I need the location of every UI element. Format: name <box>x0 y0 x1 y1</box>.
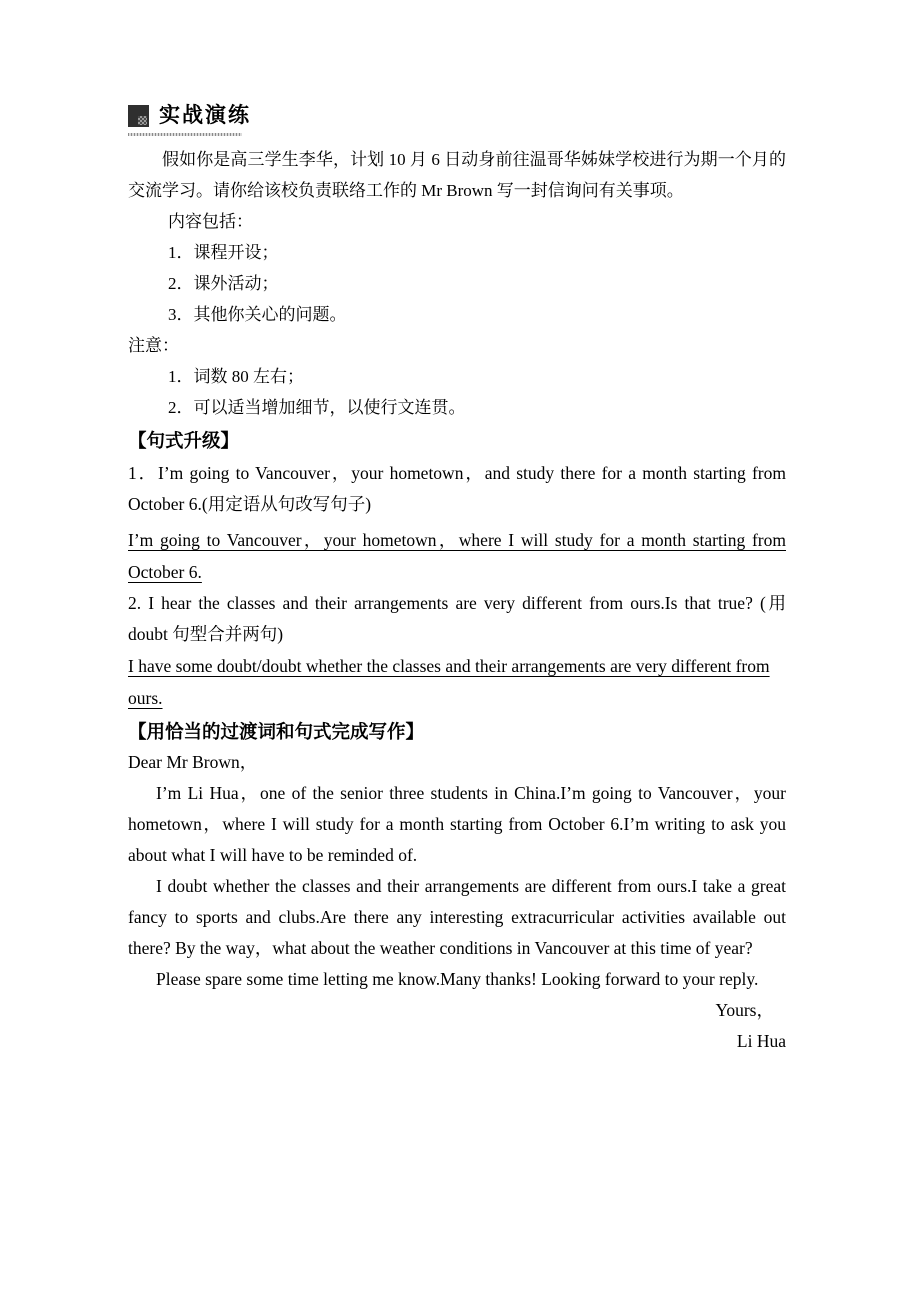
content-label: 内容包括： <box>168 212 253 231</box>
task-intro: 假如你是高三学生李华，计划 10 月 6 日动身前往温哥华姊妹学校进行为期一个月的交流学习。请你给该校负责联络工作的 Mr Brown 写一封信询问有关事项。 <box>128 150 786 200</box>
letter-closing: Yours， <box>715 1000 774 1020</box>
writing-heading: 【用恰当的过渡词和句式完成写作】 <box>128 721 425 742</box>
content-item-1: 1．课程开设； <box>168 243 279 262</box>
upgrade-answer-1: I’m going to Vancouver，your hometown，where I will study for a month starting from October 6. <box>128 530 786 582</box>
section-header <box>128 104 786 128</box>
note-label: 注意： <box>128 336 179 355</box>
content-item-3: 3．其他你关心的问题。 <box>168 305 347 324</box>
letter-paragraph-3: Please spare some time letting me know.Many thanks! Looking forward to your reply. <box>156 969 759 989</box>
checkered-square-icon <box>128 105 149 127</box>
note-item-2: 2．可以适当增加细节，以使行文连贯。 <box>168 398 466 417</box>
note-item-1: 1．词数 80 左右； <box>168 367 304 386</box>
content-item-2: 2．课外活动； <box>168 274 279 293</box>
letter-paragraph-2: I doubt whether the classes and their arrangements are different from ours.I take a great fancy to sports and clubs.Are there any interesting extracurricular activities available out there? By the way，what about the weather conditions in Vancouver at this time of year? <box>128 876 786 958</box>
upgrade-question-1: 1．I’m going to Vancouver，your hometown，and study there for a month starting from October 6.(用定语从句改写句子) <box>128 463 786 514</box>
header-underline <box>128 133 242 136</box>
upgrade-question-2: 2. I hear the classes and their arrangements are very different from ours.Is that true? (用 doubt 句型合并两句) <box>128 593 786 644</box>
sentence-upgrade-heading: 【句式升级】 <box>128 430 240 451</box>
document-content <box>128 0 786 1057</box>
upgrade-answer-2: I have some doubt/doubt whether the classes and their arrangements are very different from ours. <box>128 656 770 708</box>
section-title: 实战演练 <box>159 104 251 127</box>
letter-salutation: Dear Mr Brown， <box>128 752 258 772</box>
letter-paragraph-1: I’m Li Hua，one of the senior three students in China.I’m going to Vancouver，your hometown，where I will study for a month starting from October 6.I’m writing to ask you about what I will have to be reminded of. <box>128 783 786 865</box>
letter-signature: Li Hua <box>736 1031 786 1051</box>
